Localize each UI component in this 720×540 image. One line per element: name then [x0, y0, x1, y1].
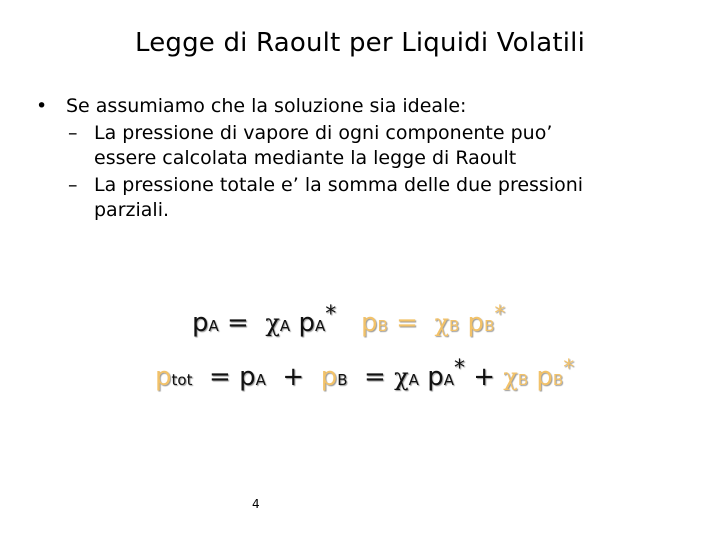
page-number: 4: [252, 497, 260, 511]
symbol-chi: χ: [434, 309, 449, 337]
subscript-a: A: [314, 317, 326, 335]
subscript-b: B: [448, 317, 460, 335]
subscript-b: B: [517, 371, 529, 389]
symbol-p: p: [155, 362, 172, 392]
subscript-a: A: [279, 317, 291, 335]
symbol-p: p: [192, 308, 209, 338]
symbol-star: *: [453, 356, 465, 381]
symbol-p: p: [536, 362, 553, 392]
sub-bullet-item: [36, 121, 696, 171]
sub-bullet-line: La pressione di vapore di ogni componente puo’: [94, 122, 553, 144]
symbol-p: p: [239, 362, 256, 392]
symbol-chi: χ: [394, 363, 409, 391]
subscript-a: A: [208, 317, 219, 335]
symbol-equals: =: [396, 308, 418, 338]
symbol-equals: =: [227, 308, 249, 338]
symbol-plus: +: [282, 362, 305, 392]
symbol-star: *: [563, 356, 575, 381]
equation-raoult-partial: [192, 302, 506, 338]
symbol-plus: +: [473, 362, 496, 392]
subscript-b: B: [337, 371, 348, 389]
subscript-a: A: [408, 371, 419, 389]
subscript-b: B: [552, 371, 564, 389]
symbol-p: p: [361, 308, 378, 338]
dash-marker: –: [68, 174, 78, 196]
bullet-marker: •: [36, 95, 48, 117]
sub-bullet-line: essere calcolata mediante la legge di Raoult: [94, 147, 517, 169]
symbol-equals: =: [209, 362, 231, 392]
subscript-a: A: [255, 371, 266, 389]
symbol-p: p: [298, 308, 315, 338]
subscript-a: A: [443, 371, 454, 389]
bullet-text: Se assumiamo che la soluzione sia ideale:: [66, 95, 467, 117]
dash-marker: –: [68, 122, 78, 144]
sub-bullet-item: [36, 173, 696, 223]
bullet-item: [36, 94, 696, 119]
symbol-p: p: [320, 362, 338, 392]
symbol-equals: =: [364, 362, 386, 392]
symbol-p: p: [427, 362, 444, 392]
slide-title: Legge di Raoult per Liquidi Volatili: [134, 28, 586, 58]
equation-total-pressure: [155, 356, 575, 392]
subscript-tot: tot: [171, 371, 193, 389]
subscript-b: B: [484, 317, 495, 335]
bullet-list: [36, 94, 696, 223]
sub-bullet-line: La pressione totale e’ la somma delle due pressioni: [94, 174, 584, 196]
sub-bullet-line: parziali.: [94, 199, 170, 221]
symbol-chi: χ: [265, 309, 280, 337]
symbol-chi: χ: [503, 363, 518, 391]
symbol-p: p: [467, 308, 485, 338]
subscript-b: B: [377, 317, 388, 335]
symbol-star: *: [494, 302, 506, 327]
symbol-star: *: [325, 302, 337, 327]
